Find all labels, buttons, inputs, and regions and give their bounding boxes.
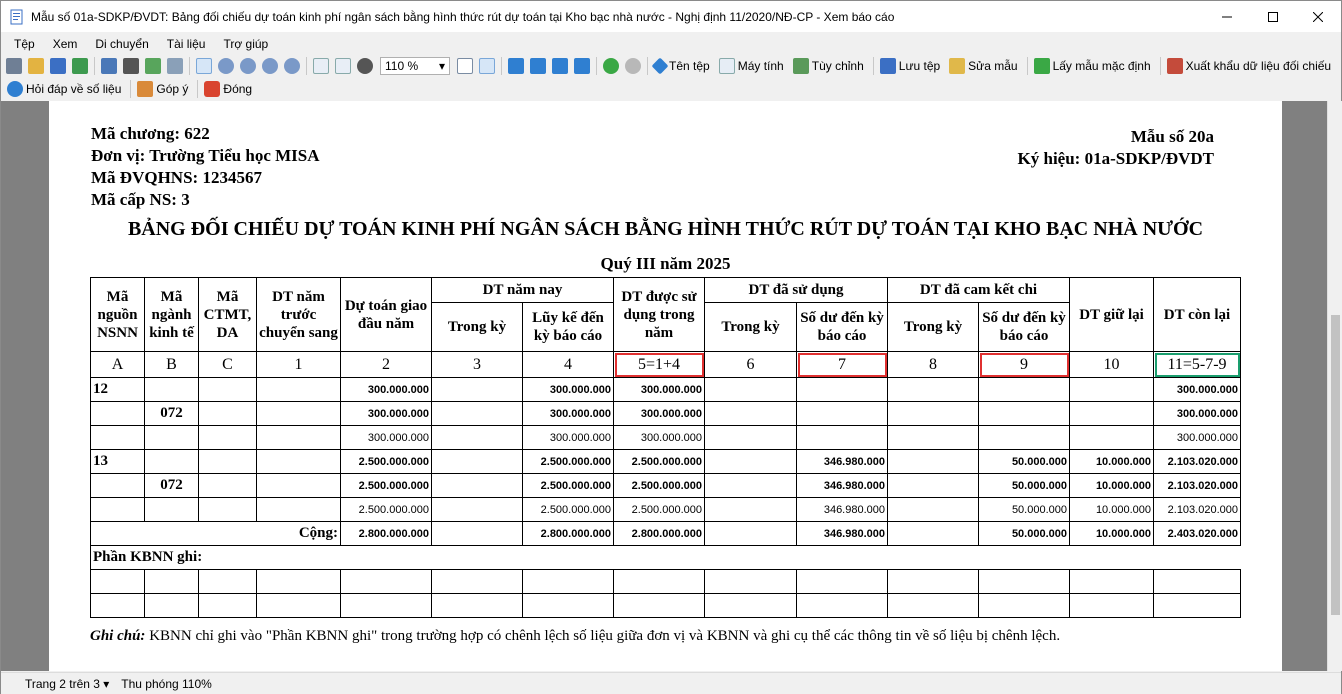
total-label: Cộng:	[91, 522, 341, 546]
table-cell: 50.000.000	[979, 450, 1070, 474]
table-cell	[91, 402, 145, 426]
report-period: Quý III năm 2025	[600, 254, 731, 273]
blank-cell	[705, 570, 797, 594]
col-header-initial-estimate: Dự toán giao đầu năm	[341, 278, 432, 352]
table-cell	[432, 426, 523, 450]
table-cell: 300.000.000	[341, 402, 432, 426]
index-cell: 4	[523, 352, 614, 378]
col-header-program-code: Mã CTMT, DA	[199, 278, 257, 352]
table-cell: 300.000.000	[1154, 378, 1241, 402]
index-cell: 6	[705, 352, 797, 378]
table-cell: 2.500.000.000	[523, 450, 614, 474]
table-cell: 300.000.000	[523, 378, 614, 402]
note-label: Ghi chú:	[90, 628, 146, 644]
table-cell: 300.000.000	[341, 426, 432, 450]
edit-icon	[949, 58, 965, 74]
table-cell	[1070, 378, 1154, 402]
table-cell: 2.500.000.000	[614, 498, 705, 522]
menu-view[interactable]: Xem	[52, 36, 78, 51]
zoom-select[interactable]	[380, 57, 450, 75]
table-cell: 300.000.000	[523, 402, 614, 426]
toolbar-separator	[647, 57, 648, 75]
save-disk-icon	[880, 58, 896, 74]
col-group-committed: DT đã cam kết chi	[888, 278, 1070, 303]
table-cell	[705, 426, 797, 450]
blank-cell	[341, 570, 432, 594]
table-cell: 346.980.000	[797, 498, 888, 522]
total-cell	[705, 522, 797, 546]
table-cell	[432, 378, 523, 402]
col-header-used-period: Trong kỳ	[705, 303, 797, 352]
zoom-status: Thu phóng 110%	[121, 676, 212, 691]
file-name-label: Tên tệp	[669, 59, 710, 73]
total-cell: 10.000.000	[1070, 522, 1154, 546]
forward-icon[interactable]	[625, 58, 641, 74]
kbnn-label-row	[91, 546, 1241, 570]
table-row	[91, 450, 1241, 474]
reconciliation-table	[90, 277, 1241, 618]
blank-cell	[341, 594, 432, 618]
title-bar	[1, 1, 1341, 32]
budget-level: Mã cấp NS: 3	[91, 190, 190, 209]
table-cell	[797, 426, 888, 450]
kbnn-blank-row	[91, 594, 1241, 618]
feedback-button[interactable]	[134, 81, 188, 97]
power-icon	[204, 81, 220, 97]
table-cell	[145, 498, 199, 522]
blank-cell	[705, 594, 797, 618]
table-row	[91, 498, 1241, 522]
menu-file[interactable]: Tệp	[14, 36, 35, 51]
column-index-row	[91, 352, 1241, 378]
index-cell: 3	[432, 352, 523, 378]
data-faq-button[interactable]	[7, 81, 121, 97]
table-cell: 2.103.020.000	[1154, 498, 1241, 522]
table-cell	[888, 378, 979, 402]
maximize-button[interactable]	[1250, 1, 1296, 32]
blank-cell	[614, 570, 705, 594]
col-header-committed-balance: Số dư đến kỳ báo cáo	[979, 303, 1070, 352]
table-icon[interactable]	[101, 58, 117, 74]
report-header-left	[91, 123, 320, 211]
export-icon[interactable]	[72, 58, 88, 74]
app-icon	[9, 9, 25, 25]
table-cell: 12	[91, 378, 145, 402]
computer-button[interactable]	[716, 58, 784, 74]
help-icon	[7, 81, 23, 97]
total-cell: 2.800.000.000	[614, 522, 705, 546]
index-cell-highlighted: 5=1+4	[614, 352, 705, 378]
blank-cell	[257, 594, 341, 618]
table-cell: 2.500.000.000	[341, 474, 432, 498]
chapter-code: Mã chương: 622	[91, 124, 210, 143]
secondary-toolbar	[1, 78, 1341, 100]
report-header-right	[1018, 126, 1214, 170]
col-header-committed-period: Trong kỳ	[888, 303, 979, 352]
toolbar-separator	[1027, 57, 1028, 75]
total-row	[91, 522, 1241, 546]
table-cell	[91, 426, 145, 450]
table-cell	[979, 378, 1070, 402]
table-cell	[888, 402, 979, 426]
table-cell: 300.000.000	[1154, 426, 1241, 450]
unit-code: Mã ĐVQHNS: 1234567	[91, 168, 262, 187]
table-cell	[257, 450, 341, 474]
table-cell	[1070, 426, 1154, 450]
save-icon[interactable]	[50, 58, 66, 74]
toolbar-separator	[1160, 57, 1161, 75]
edit-template-button[interactable]	[946, 58, 1017, 74]
col-header-now-period: Trong kỳ	[432, 303, 523, 352]
table-cell: 300.000.000	[1154, 402, 1241, 426]
table-cell	[432, 498, 523, 522]
col-header-usable-in-year: DT được sử dụng trong năm	[614, 278, 705, 352]
blank-cell	[1154, 594, 1241, 618]
print-icon[interactable]	[6, 58, 22, 74]
table-row	[91, 426, 1241, 450]
index-cell: 1	[257, 352, 341, 378]
col-header-source-code: Mã nguồn NSNN	[91, 278, 145, 352]
blank-cell	[91, 570, 145, 594]
save-file-label: Lưu tệp	[898, 59, 941, 73]
feedback-label: Góp ý	[156, 82, 189, 96]
table-cell	[199, 474, 257, 498]
col-header-prev-year: DT năm trước chuyển sang	[257, 278, 341, 352]
customize-icon	[793, 58, 809, 74]
table-cell	[888, 474, 979, 498]
export-data-icon	[1167, 58, 1183, 74]
table-cell	[432, 474, 523, 498]
total-cell: 2.800.000.000	[523, 522, 614, 546]
table-cell	[888, 498, 979, 522]
menu-bar	[1, 33, 1341, 54]
total-cell: 2.800.000.000	[341, 522, 432, 546]
menu-help[interactable]: Trợ giúp	[223, 36, 269, 51]
table-cell	[705, 474, 797, 498]
data-faq-label: Hỏi đáp về số liệu	[26, 82, 122, 96]
table-cell: 2.500.000.000	[614, 450, 705, 474]
toolbar-separator	[130, 80, 131, 98]
blank-cell	[888, 570, 979, 594]
first-page-icon[interactable]	[508, 58, 524, 74]
table-cell: 072	[145, 402, 199, 426]
col-header-retained: DT giữ lại	[1070, 278, 1154, 352]
total-cell: 346.980.000	[797, 522, 888, 546]
file-name-button[interactable]	[651, 59, 710, 73]
blank-cell	[257, 570, 341, 594]
menu-navigate[interactable]: Di chuyển	[95, 36, 149, 51]
note-text: KBNN chỉ ghi vào "Phần KBNN ghi" trong trường hợp có chênh lệch số liệu giữa đơn vị và KBNN và ghi cụ thể các thông tin về số liệu bị chênh lệch.	[145, 628, 1061, 644]
edit-template-label: Sửa mẫu	[968, 59, 1018, 73]
blank-cell	[91, 594, 145, 618]
table-cell	[888, 450, 979, 474]
zoom-value: 110 %	[385, 59, 419, 73]
table-cell: 50.000.000	[979, 498, 1070, 522]
table-row	[91, 474, 1241, 498]
table-cell	[1070, 402, 1154, 426]
table-cell: 300.000.000	[523, 426, 614, 450]
report-page	[49, 101, 1282, 671]
window-title: Mẫu số 01a-SDKP/ĐVDT: Bảng đối chiếu dự toán kinh phí ngân sách bằng hình thức rút dự toán tại Kho bạc nhà nước - Nghị định 11/2020/NĐ-CP - Xem báo cáo	[31, 9, 895, 24]
table-cell	[91, 498, 145, 522]
table-cell: 072	[145, 474, 199, 498]
table-cell	[199, 498, 257, 522]
table-cell	[705, 498, 797, 522]
document-icon	[719, 58, 735, 74]
table-cell: 346.980.000	[797, 474, 888, 498]
col-header-now-cumulative: Lũy kế đến kỳ báo cáo	[523, 303, 614, 352]
zoom-region-icon[interactable]	[284, 58, 300, 74]
table-cell	[257, 498, 341, 522]
table-cell	[257, 378, 341, 402]
computer-label: Máy tính	[737, 59, 784, 73]
report-title: BẢNG ĐỐI CHIẾU DỰ TOÁN KINH PHÍ NGÂN SÁCH BẰNG HÌNH THỨC RÚT DỰ TOÁN TẠI KHO BẠC NHÀ NƯỚC	[127, 218, 1204, 240]
table-cell: 50.000.000	[979, 474, 1070, 498]
next-page-icon[interactable]	[552, 58, 568, 74]
zoom-in-icon[interactable]	[240, 58, 256, 74]
blank-cell	[797, 570, 888, 594]
blank-cell	[432, 570, 523, 594]
fit-icon[interactable]	[357, 58, 373, 74]
table-cell	[705, 378, 797, 402]
undo-arrow-icon	[1034, 58, 1050, 74]
page-width-icon[interactable]	[313, 58, 329, 74]
table-cell	[91, 474, 145, 498]
back-icon[interactable]	[603, 58, 619, 74]
table-cell: 2.103.020.000	[1154, 474, 1241, 498]
index-cell: A	[91, 352, 145, 378]
blank-cell	[145, 594, 199, 618]
toolbar-separator	[189, 57, 190, 75]
chevron-down-icon: ▾	[438, 59, 445, 73]
main-toolbar	[1, 54, 1341, 78]
info-diamond-icon	[652, 58, 669, 75]
blank-cell	[523, 570, 614, 594]
table-cell: 13	[91, 450, 145, 474]
table-cell: 2.500.000.000	[341, 498, 432, 522]
col-group-current-year: DT năm nay	[432, 278, 614, 303]
index-cell-formula-remaining: 11=5-7-9	[1154, 352, 1241, 378]
close-report-label: Đóng	[223, 82, 253, 96]
minimize-button[interactable]	[1204, 1, 1250, 32]
blank-cell	[797, 594, 888, 618]
default-template-button[interactable]	[1031, 58, 1151, 74]
customize-label: Tùy chỉnh	[811, 59, 864, 73]
zoom-icon[interactable]	[218, 58, 234, 74]
find-icon[interactable]	[123, 58, 139, 74]
table-cell: 2.500.000.000	[614, 474, 705, 498]
previous-page-icon[interactable]	[530, 58, 546, 74]
table-row	[91, 402, 1241, 426]
table-cell	[199, 426, 257, 450]
table-cell: 2.500.000.000	[523, 474, 614, 498]
last-page-icon[interactable]	[574, 58, 590, 74]
col-header-used-balance: Số dư đến kỳ báo cáo	[797, 303, 888, 352]
table-cell	[199, 402, 257, 426]
index-cell: B	[145, 352, 199, 378]
toolbar-separator	[306, 57, 307, 75]
kbnn-label: Phần KBNN ghi:	[91, 546, 1241, 570]
index-cell: 8	[888, 352, 979, 378]
index-cell: C	[199, 352, 257, 378]
menu-document[interactable]: Tài liệu	[166, 36, 206, 51]
total-cell: 50.000.000	[979, 522, 1070, 546]
table-cell: 2.500.000.000	[341, 450, 432, 474]
toolbar-separator	[596, 57, 597, 75]
single-page-icon[interactable]	[457, 58, 473, 74]
blank-cell	[614, 594, 705, 618]
table-cell	[145, 450, 199, 474]
page-indicator-text: Trang 2 trên 3	[25, 676, 100, 691]
refresh-icon[interactable]	[145, 58, 161, 74]
blank-cell	[523, 594, 614, 618]
table-cell	[199, 378, 257, 402]
vertical-scrollbar[interactable]	[1327, 101, 1342, 671]
table-cell: 10.000.000	[1070, 450, 1154, 474]
table-cell	[797, 378, 888, 402]
table-cell: 300.000.000	[614, 378, 705, 402]
table-cell	[257, 402, 341, 426]
open-folder-icon[interactable]	[28, 58, 44, 74]
blank-cell	[1154, 570, 1241, 594]
table-cell: 300.000.000	[614, 426, 705, 450]
save-file-button[interactable]	[877, 58, 940, 74]
megaphone-icon	[137, 81, 153, 97]
table-cell: 2.500.000.000	[523, 498, 614, 522]
zoom-out-icon[interactable]	[262, 58, 278, 74]
blank-cell	[199, 594, 257, 618]
col-group-used: DT đã sử dụng	[705, 278, 888, 303]
total-cell	[888, 522, 979, 546]
kbnn-blank-row	[91, 570, 1241, 594]
index-cell-highlighted: 7	[797, 352, 888, 378]
table-cell	[432, 402, 523, 426]
table-cell: 300.000.000	[614, 402, 705, 426]
report-viewport[interactable]	[1, 101, 1327, 671]
table-cell	[979, 402, 1070, 426]
data-rows	[91, 378, 1241, 522]
table-cell	[199, 450, 257, 474]
blank-cell	[1070, 594, 1154, 618]
unit-name: Đơn vị: Trường Tiểu học MISA	[91, 146, 320, 165]
default-template-label: Lấy mẫu mặc định	[1052, 59, 1151, 73]
total-cell	[432, 522, 523, 546]
table-cell	[257, 426, 341, 450]
toolbar-separator	[873, 57, 874, 75]
toolbar-separator	[94, 57, 95, 75]
col-header-remaining: DT còn lại	[1154, 278, 1241, 352]
table-cell: 10.000.000	[1070, 498, 1154, 522]
table-cell	[145, 426, 199, 450]
table-cell	[257, 474, 341, 498]
blank-cell	[979, 594, 1070, 618]
export-reconcile-button[interactable]	[1164, 58, 1331, 74]
toolbar-separator	[197, 80, 198, 98]
form-number: Mẫu số 20a	[1130, 127, 1214, 146]
close-window-button[interactable]	[1295, 1, 1341, 32]
blank-cell	[199, 570, 257, 594]
page-indicator[interactable]: Trang 2 trên 3 ▾	[25, 676, 110, 691]
table-cell: 300.000.000	[341, 378, 432, 402]
hand-tool-icon[interactable]	[196, 58, 212, 74]
col-header-sector-code: Mã ngành kinh tế	[145, 278, 199, 352]
blank-cell	[145, 570, 199, 594]
index-cell: 10	[1070, 352, 1154, 378]
blank-cell	[888, 594, 979, 618]
continuous-page-icon[interactable]	[479, 58, 495, 74]
table-cell	[705, 450, 797, 474]
table-cell	[145, 378, 199, 402]
table-cell	[979, 426, 1070, 450]
scrollbar-thumb[interactable]	[1331, 315, 1340, 615]
table-cell: 2.103.020.000	[1154, 450, 1241, 474]
customize-button[interactable]	[790, 58, 864, 74]
blank-cell	[432, 594, 523, 618]
table-row	[91, 378, 1241, 402]
whole-page-icon[interactable]	[335, 58, 351, 74]
table-cell: 10.000.000	[1070, 474, 1154, 498]
export-reconcile-label: Xuất khẩu dữ liệu đối chiếu	[1185, 59, 1332, 73]
table-cell	[888, 426, 979, 450]
index-cell-highlighted: 9	[979, 352, 1070, 378]
close-report-button[interactable]	[201, 81, 252, 97]
preview-icon[interactable]	[167, 58, 183, 74]
blank-cell	[979, 570, 1070, 594]
toolbar-separator	[501, 57, 502, 75]
blank-cell	[1070, 570, 1154, 594]
table-cell	[705, 402, 797, 426]
report-footnote	[90, 628, 1060, 645]
form-symbol: Ký hiệu: 01a-SDKP/ĐVDT	[1017, 149, 1214, 168]
table-cell	[432, 450, 523, 474]
index-cell: 2	[341, 352, 432, 378]
table-cell	[797, 402, 888, 426]
total-cell: 2.403.020.000	[1154, 522, 1241, 546]
table-cell: 346.980.000	[797, 450, 888, 474]
status-bar	[1, 672, 1341, 694]
